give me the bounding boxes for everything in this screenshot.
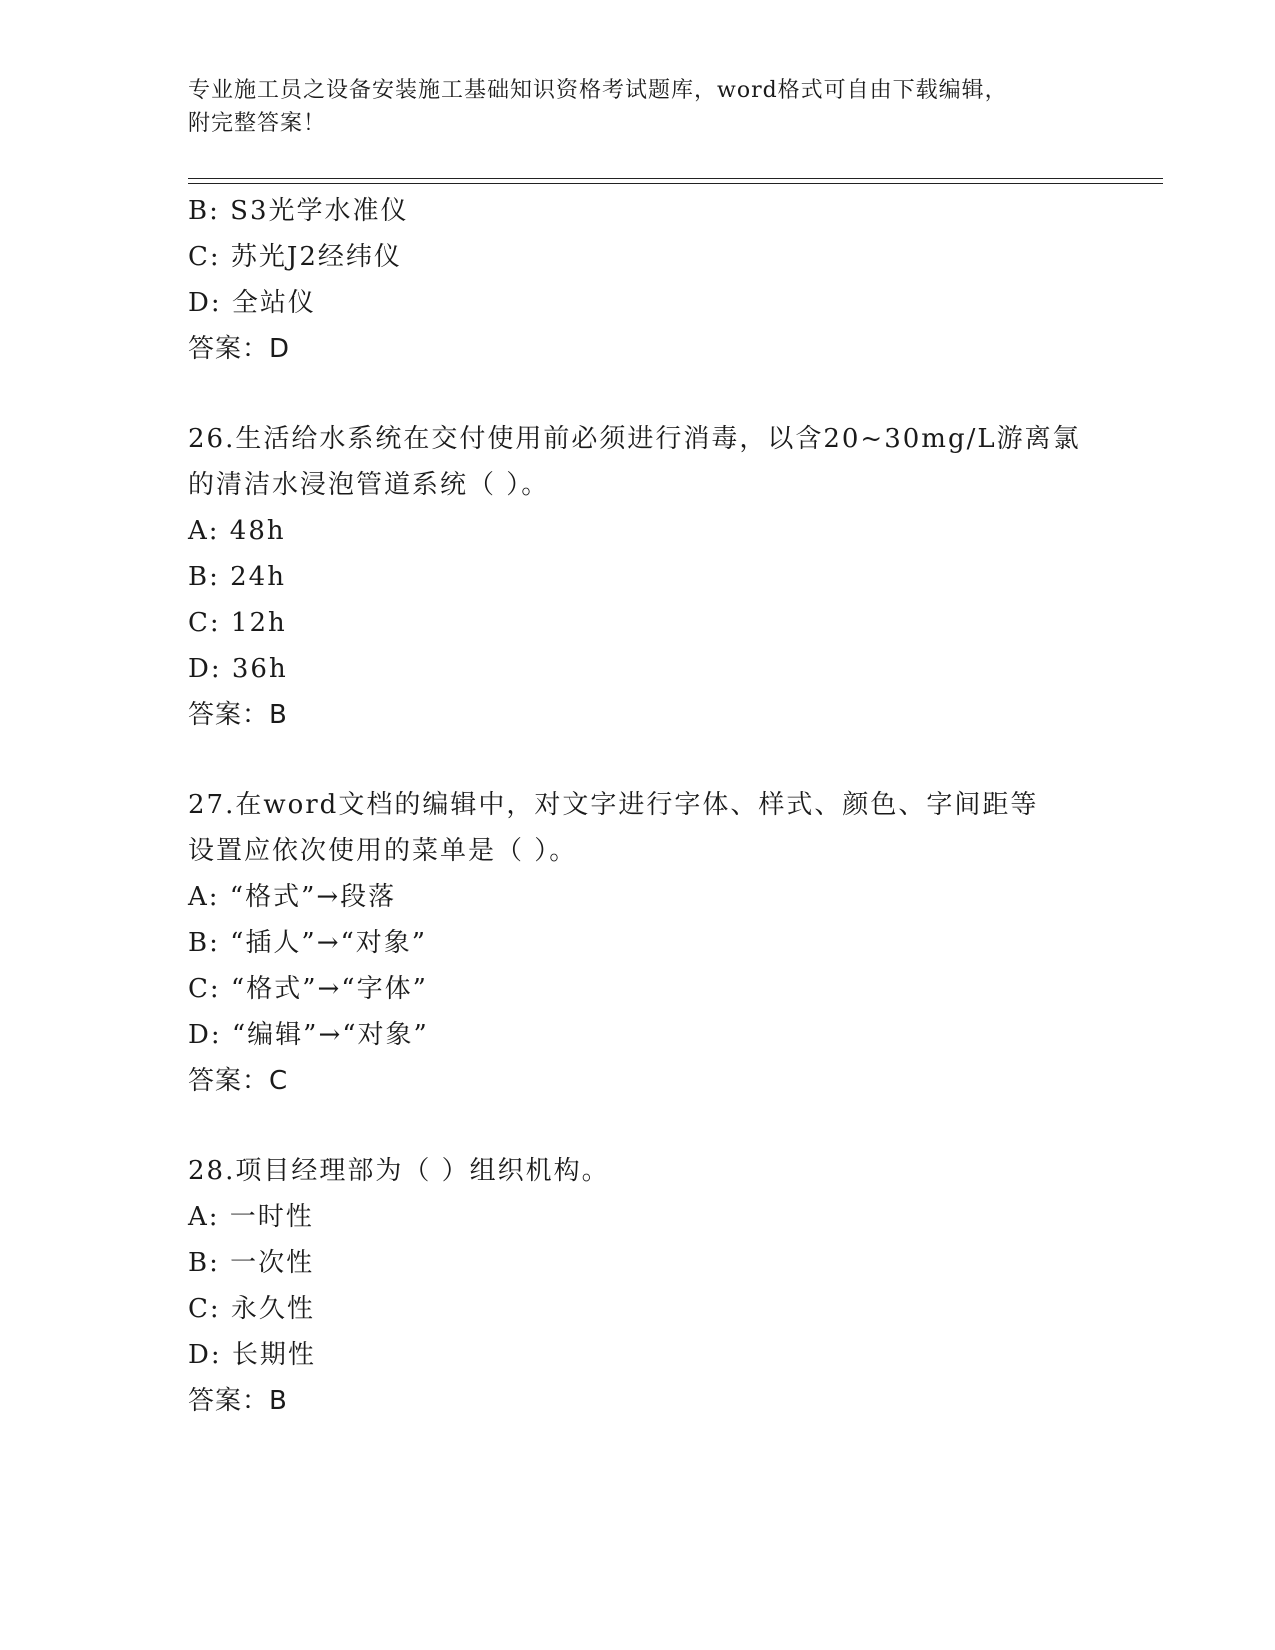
option-b: B: S3光学水准仪 bbox=[188, 196, 409, 226]
option-a: A: “格式”→段落 bbox=[188, 882, 397, 912]
option-b: B: “插人”→“对象” bbox=[188, 928, 428, 958]
question-stem-line-1: 28.项目经理部为（ ）组织机构。 bbox=[188, 1156, 610, 1186]
option-b: B: 24h bbox=[188, 562, 286, 592]
document-header bbox=[188, 74, 1088, 140]
header-line-1: 专业施工员之设备安装施工基础知识资格考试题库，word格式可自由下载编辑， bbox=[188, 78, 1008, 103]
answer-label: 答案：B bbox=[188, 1386, 288, 1416]
option-c: C: “格式”→“字体” bbox=[188, 974, 428, 1004]
question-28 bbox=[188, 1148, 1088, 1424]
header-divider-bottom bbox=[188, 183, 1163, 184]
option-c: C: 12h bbox=[188, 608, 287, 638]
answer-label: 答案：B bbox=[188, 700, 288, 730]
spacer bbox=[188, 1104, 1088, 1148]
option-d: D: “编辑”→“对象” bbox=[188, 1020, 429, 1050]
question-stem-line-2: 设置应依次使用的菜单是（ ）。 bbox=[188, 836, 578, 866]
option-a: A: 48h bbox=[188, 516, 286, 546]
header-divider-top bbox=[188, 178, 1163, 179]
answer-label: 答案：C bbox=[188, 1066, 289, 1096]
question-stem-line-2: 的清洁水浸泡管道系统（ ）。 bbox=[188, 470, 550, 500]
question-list bbox=[188, 188, 1088, 1424]
header-line-2: 附完整答案！ bbox=[188, 111, 327, 136]
question-stem-line-1: 26.生活给水系统在交付使用前必须进行消毒，以含20~30mg/L游离氯 bbox=[188, 424, 1081, 454]
spacer bbox=[188, 372, 1088, 416]
answer-label: 答案：D bbox=[188, 334, 291, 364]
option-c: C: 永久性 bbox=[188, 1294, 315, 1324]
question-26 bbox=[188, 416, 1088, 738]
option-d: D: 长期性 bbox=[188, 1340, 316, 1370]
option-c: C: 苏光J2经纬仪 bbox=[188, 242, 402, 272]
option-b: B: 一次性 bbox=[188, 1248, 315, 1278]
question-stem-line-1: 27.在word文档的编辑中，对文字进行字体、样式、颜色、字间距等 bbox=[188, 790, 1039, 820]
question-27 bbox=[188, 782, 1088, 1104]
option-d: D: 36h bbox=[188, 654, 288, 684]
spacer bbox=[188, 738, 1088, 782]
option-d: D: 全站仪 bbox=[188, 288, 316, 318]
question-25 bbox=[188, 188, 1088, 372]
option-a: A: 一时性 bbox=[188, 1202, 314, 1232]
